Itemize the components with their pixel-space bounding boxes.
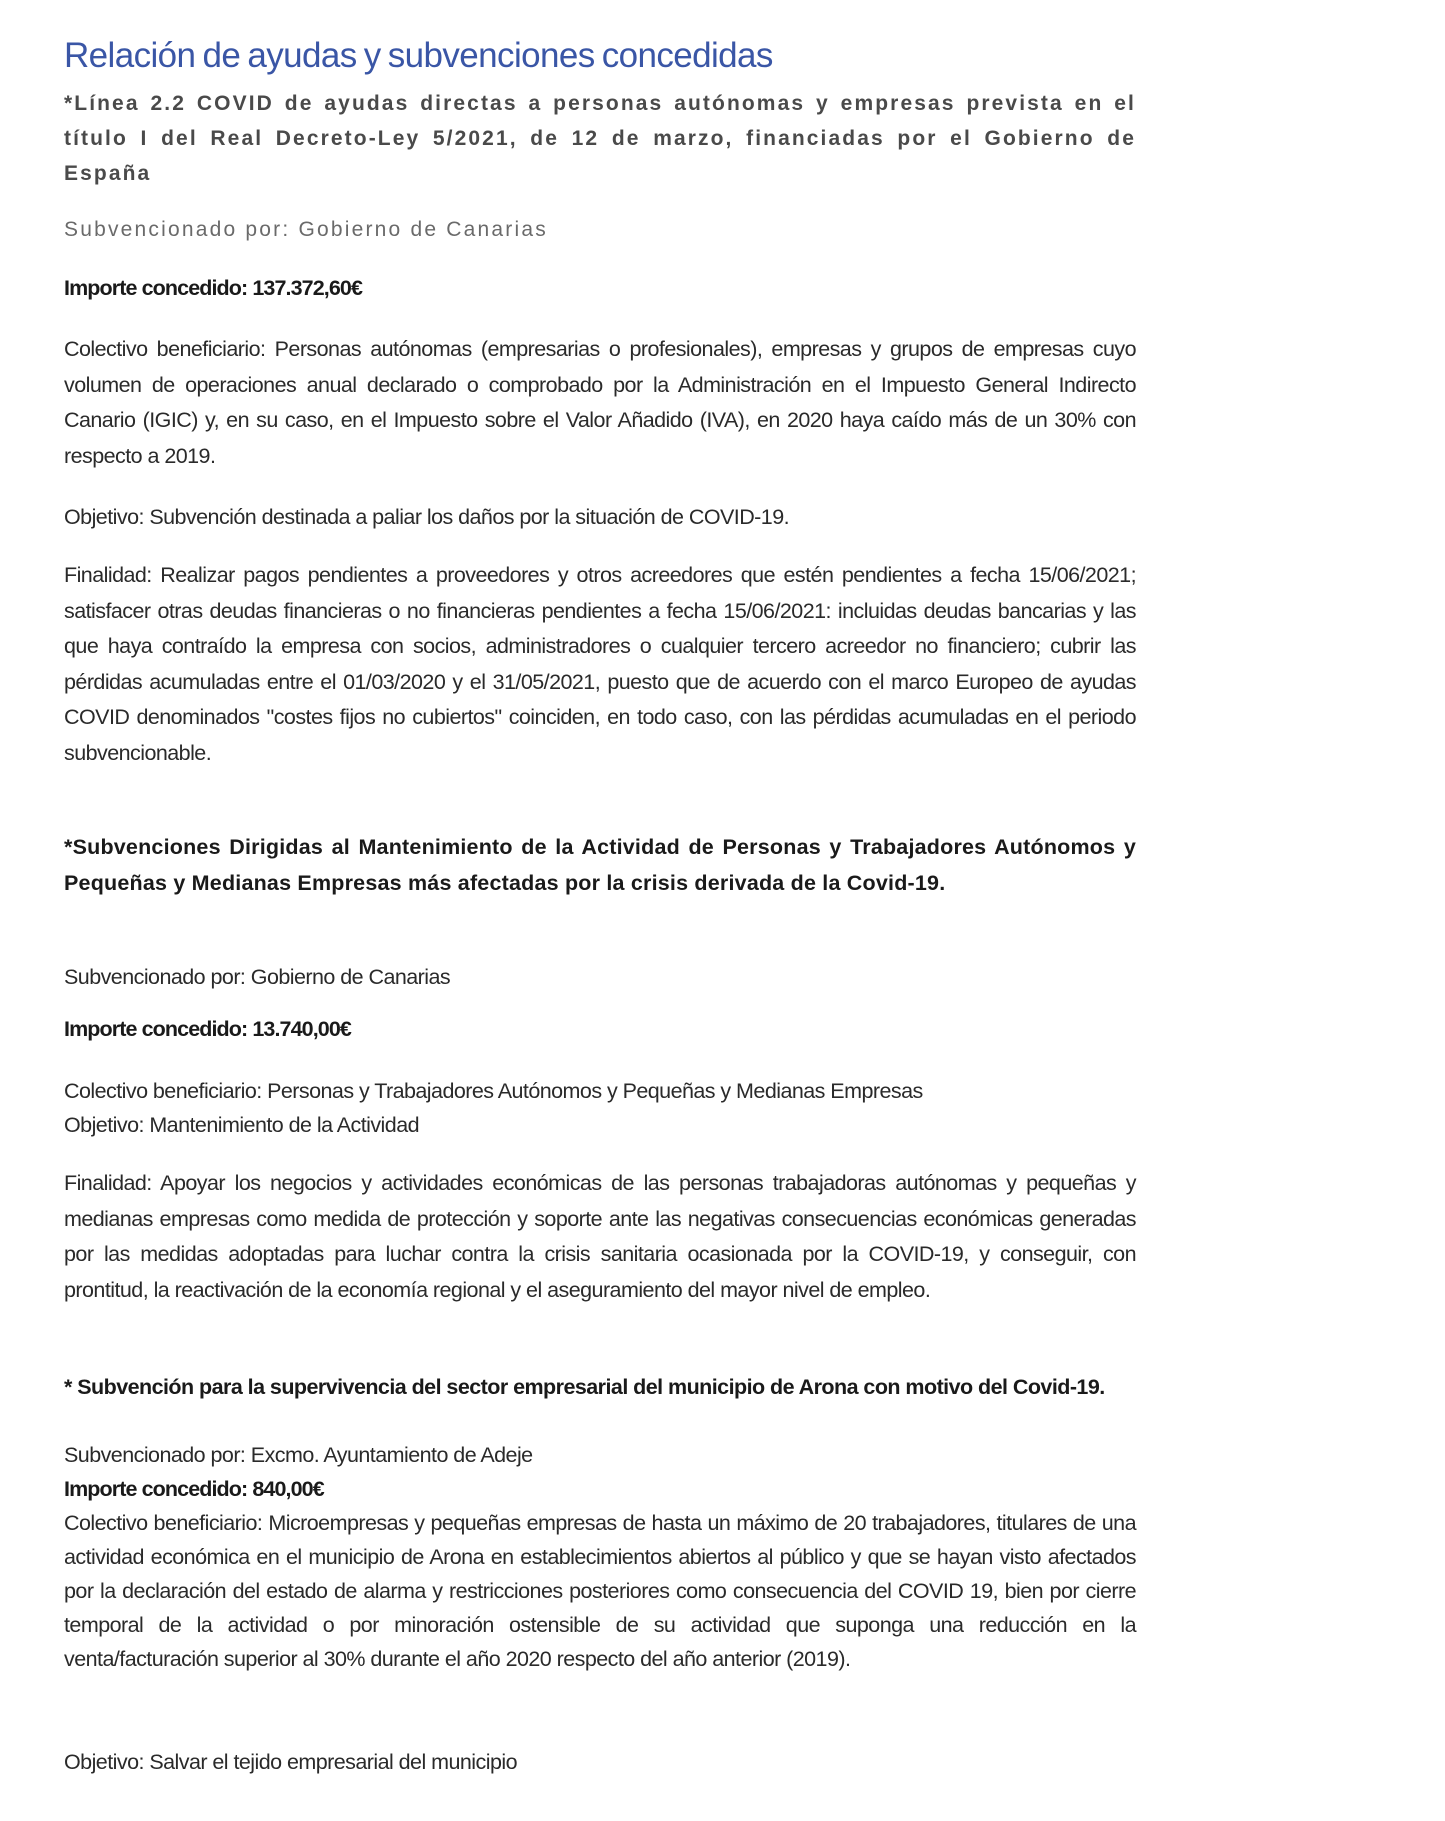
section-1-objective: Objetivo: Subvención destinada a paliar los daños por la situación de COVID-19.: [64, 505, 790, 529]
section-1-purpose: Finalidad: Realizar pagos pendientes a proveedores y otros acreedores que estén pendientes a fecha 15/06/2021; satisfacer otras deudas financieras o no financieras pendientes a fecha 15/06/2021: incluidas deudas bancarias y las que haya contraído la empresa con socios, administradores o cualquier tercero acreedor no financiero; cubrir las pérdidas acumuladas entre el 01/03/2020 y el 31/05/2021, puesto que de acuerdo con el marco Europeo de ayudas COVID denominados "costes fijos no cubiertos" coinciden, en todo caso, con las pérdidas acumuladas en el periodo subvencionable.: [64, 563, 1136, 765]
section-2-beneficiaries: Colectivo beneficiario: Personas y Trabajadores Autónomos y Pequeñas y Medianas Empresas: [64, 1079, 923, 1103]
section-1-beneficiaries: Colectivo beneficiario: Personas autónomas (empresarias o profesionales), empresas y grupos de empresas cuyo volumen de operaciones anual declarado o comprobado por la Administración en el Impuesto General Indirecto Canario (IGIC) y, en su caso, en el Impuesto sobre el Valor Añadido (IVA), en 2020 haya caído más de un 30% con respecto a 2019.: [64, 337, 1136, 468]
section-2-amount: Importe concedido: 13.740,00€: [64, 1017, 351, 1041]
section-3-subsidized-by: Subvencionado por: Excmo. Ayuntamiento de Adeje: [64, 1443, 533, 1467]
section-1-heading: *Línea 2.2 COVID de ayudas directas a personas autónomas y empresas prevista en el título I del Real Decreto-Ley 5/2021, de 12 de marzo, financiadas por el Gobierno de España: [64, 92, 1136, 185]
section-3-beneficiaries: Colectivo beneficiario: Microempresas y pequeñas empresas de hasta un máximo de 20 trabajadores, titulares de una actividad económica en el municipio de Arona en establecimientos abiertos al público y que se hayan visto afectados por la declaración del estado de alarma y restricciones posteriores como consecuencia del COVID 19, bien por cierre temporal de la actividad o por minoración ostensible de su actividad que suponga una reducción en la venta/facturación superior al 30% durante el año 2020 respecto del año anterior (2019).: [64, 1511, 1136, 1671]
section-2-subsidized-by: Subvencionado por: Gobierno de Canarias: [64, 965, 451, 989]
section-3-amount: Importe concedido: 840,00€: [64, 1477, 324, 1501]
section-2-purpose: Finalidad: Apoyar los negocios y actividades económicas de las personas trabajadoras autónomas y pequeñas y medianas empresas como medida de protección y soporte ante las negativas consecuencias económicas generadas por las medidas adoptadas para luchar contra la crisis sanitaria ocasionada por la COVID-19, y conseguir, con prontitud, la reactivación de la economía regional y el aseguramiento del mayor nivel de empleo.: [64, 1171, 1136, 1302]
section-1-amount: Importe concedido: 137.372,60€: [64, 276, 363, 300]
section-2-heading: *Subvenciones Dirigidas al Mantenimiento de la Actividad de Personas y Trabajadores Autónomos y Pequeñas y Medianas Empresas más afectadas por la crisis derivada de la Covid-19.: [64, 835, 1136, 895]
section-2-objective: Objetivo: Mantenimiento de la Actividad: [64, 1113, 420, 1137]
section-3-heading: * Subvención para la supervivencia del sector empresarial del municipio de Arona con motivo del Covid-19.: [64, 1375, 1105, 1399]
section-3-objective: Objetivo: Salvar el tejido empresarial del municipio: [64, 1750, 517, 1774]
section-1-subsidized-by: Subvencionado por: Gobierno de Canarias: [64, 218, 548, 241]
page-title: Relación de ayudas y subvenciones concedidas: [64, 36, 773, 75]
